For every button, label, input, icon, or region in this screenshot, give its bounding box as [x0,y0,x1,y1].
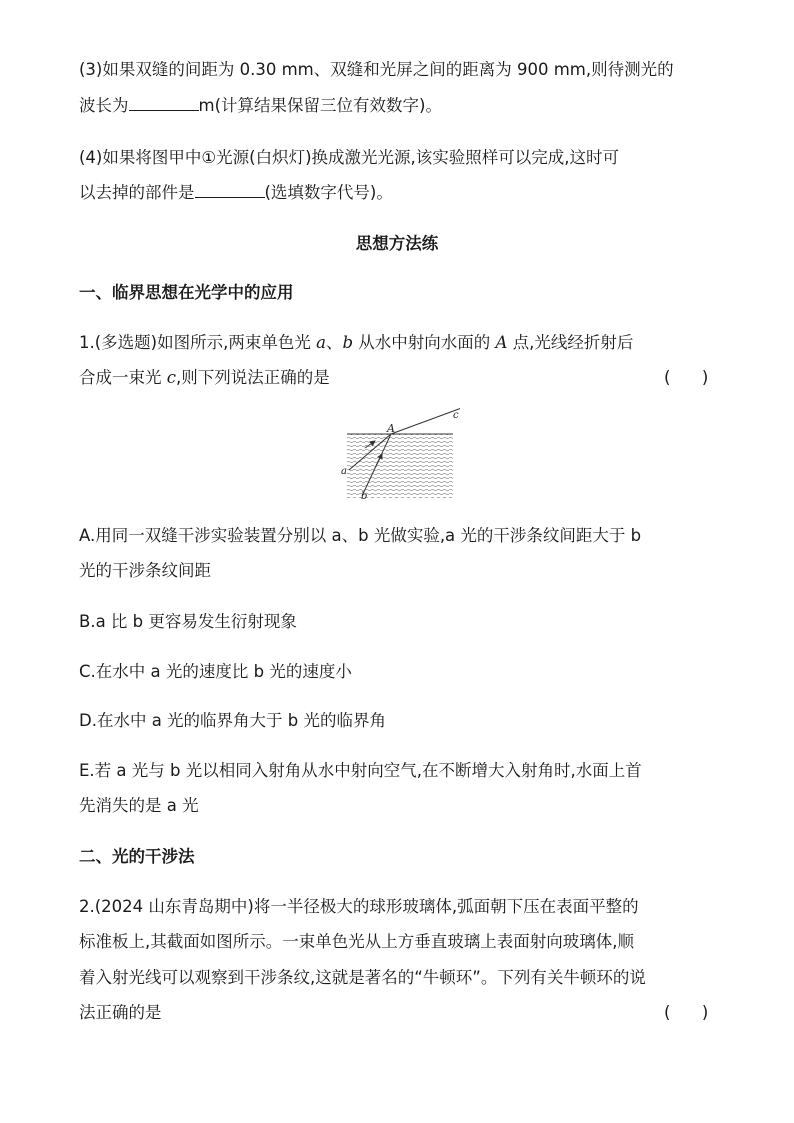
q1-answer-paren[interactable]: ( ) [664,368,709,387]
refraction-figure [335,408,460,500]
q4-suffix: (选填数字代号)。 [264,183,393,202]
q4-line-1: (4)如果将图甲中①光源(白炽灯)换成激光光源,该实验照样可以完成,这时可 [79,148,620,167]
option-e-line-1[interactable]: E.若 a 光与 b 光以相同入射角从水中射向空气,在不断增大入射角时,水面上首 [79,761,642,780]
q3-line-1: (3)如果双缝的间距为 0.30 mm、双缝和光屏之间的距离为 900 mm,则待测光的 [79,60,674,79]
q2-line-1: 2.(2024 山东青岛期中)将一半径极大的球形玻璃体,弧面朝下压在表面平整的 [79,897,639,916]
q2-answer-paren[interactable]: ( ) [664,1003,709,1022]
q2-line-4: 法正确的是 [79,1003,162,1022]
option-a-line-1[interactable]: A.用同一双缝干涉实验装置分别以 a、b 光做实验,a 光的干涉条纹间距大于 b [79,526,642,545]
q1-var-a: a [316,333,326,352]
q4-line-2 [79,181,393,205]
q4-prefix: 以去掉的部件是 [79,183,195,202]
option-c[interactable]: C.在水中 a 光的速度比 b 光的速度小 [79,662,352,681]
q1-text-3: 点,光线经折射后 [507,333,634,352]
part1-heading: 一、临界思想在光学中的应用 [79,283,294,302]
label-c: c [453,410,459,421]
q3-prefix: 波长为 [79,96,129,115]
q1-line-2 [79,366,330,390]
q2-line-3: 着入射光线可以观察到干涉条纹,这就是著名的“牛顿环”。下列有关牛顿环的说 [79,968,646,987]
q1-text-1: 1.(多选题)如图所示,两束单色光 [79,333,317,352]
ray-c [391,408,460,434]
q1-text-2: 从水中射向水面的 [353,333,496,352]
q1-var-c: c [166,368,176,387]
option-b[interactable]: B.a 比 b 更容易发生衍射现象 [79,612,297,631]
option-e-line-2: 先消失的是 a 光 [79,796,199,815]
label-b: b [361,491,368,500]
q1-sep: 、 [325,333,343,352]
q1-var-b: b [342,333,354,352]
q3-answer-blank[interactable] [129,94,199,111]
q1-text-5: ,则下列说法正确的是 [176,368,330,387]
section-title: 思想方法练 [355,234,439,253]
q4-answer-blank[interactable] [195,181,265,198]
option-a-line-2: 光的干涉条纹间距 [79,561,211,580]
part2-heading: 二、光的干涉法 [79,847,195,866]
label-A: A [387,422,395,435]
q1-var-A: A [495,333,508,352]
q3-suffix: m(计算结果保留三位有效数字)。 [198,96,442,115]
q2-line-2: 标准板上,其截面如图所示。一束单色光从上方垂直玻璃上表面射向玻璃体,顺 [79,932,634,951]
label-a: a [341,466,347,477]
option-d[interactable]: D.在水中 a 光的临界角大于 b 光的临界角 [79,711,387,730]
q1-line-1 [79,331,633,355]
q1-text-4: 合成一束光 [79,368,167,387]
q3-line-2 [79,94,442,118]
water-region [347,434,453,498]
